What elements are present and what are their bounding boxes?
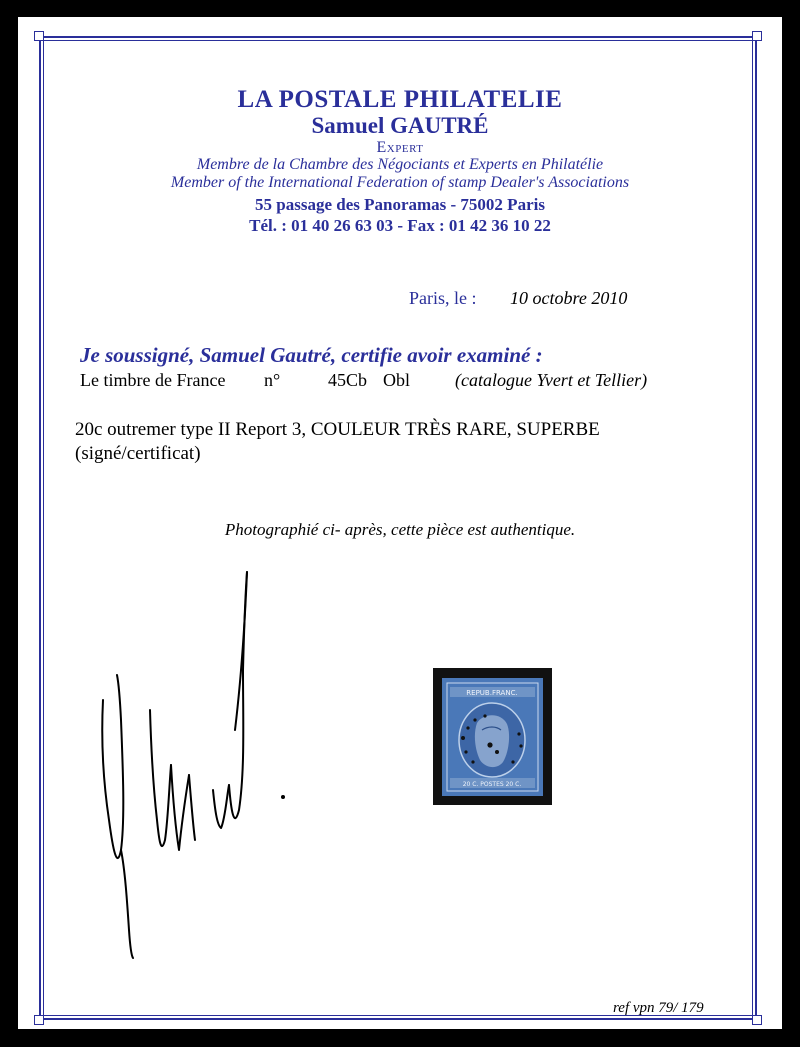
expert-name: Samuel GAUTRÉ: [311, 113, 489, 138]
expert-title: Expert: [376, 139, 424, 156]
stamp-condition: Obl: [383, 370, 410, 390]
description-line-2: (signé/certificat): [75, 443, 201, 464]
border-corner-top-left: [34, 31, 44, 41]
border-corner-bottom-left: [34, 1015, 44, 1025]
certification-statement: Je soussigné, Samuel Gautré, certifie avoir examiné :: [80, 343, 543, 367]
stamp-top-inscription: REPUB.FRANC.: [466, 689, 518, 697]
membership-english: Member of the International Federation of stamp Dealer's Associations: [170, 174, 630, 191]
stamp-photo: [433, 668, 552, 805]
authenticity-note: Photographié ci- après, cette pièce est authentique.: [224, 520, 576, 539]
date-value: 10 octobre 2010: [510, 288, 628, 308]
stamp-label: Le timbre de France: [80, 370, 226, 390]
expert-signature: [95, 570, 295, 960]
reference-number: ref vpn 79/ 179: [613, 1000, 704, 1016]
catalogue-reference: (catalogue Yvert et Tellier): [455, 370, 648, 390]
border-corner-top-right: [752, 31, 762, 41]
description-line-1: 20c outremer type II Report 3, COULEUR TRÈS RARE, SUPERBE: [75, 419, 600, 440]
date-label: Paris, le :: [409, 288, 477, 308]
number-label: n°: [264, 370, 281, 390]
stamp-description: [75, 418, 600, 466]
border-corner-bottom-right: [752, 1015, 762, 1025]
phone-fax: Tél. : 01 40 26 63 03 - Fax : 01 42 36 10 22: [249, 216, 551, 235]
stamp-bottom-inscription: 20 C. POSTES 20 C.: [462, 781, 522, 788]
stamp-image: [433, 668, 552, 805]
catalogue-number: 45Cb: [328, 370, 368, 390]
address: 55 passage des Panoramas - 75002 Paris: [255, 195, 545, 214]
membership-french: Membre de la Chambre des Négociants et Experts en Philatélie: [196, 156, 604, 173]
company-name: LA POSTALE PHILATELIE: [237, 86, 563, 113]
